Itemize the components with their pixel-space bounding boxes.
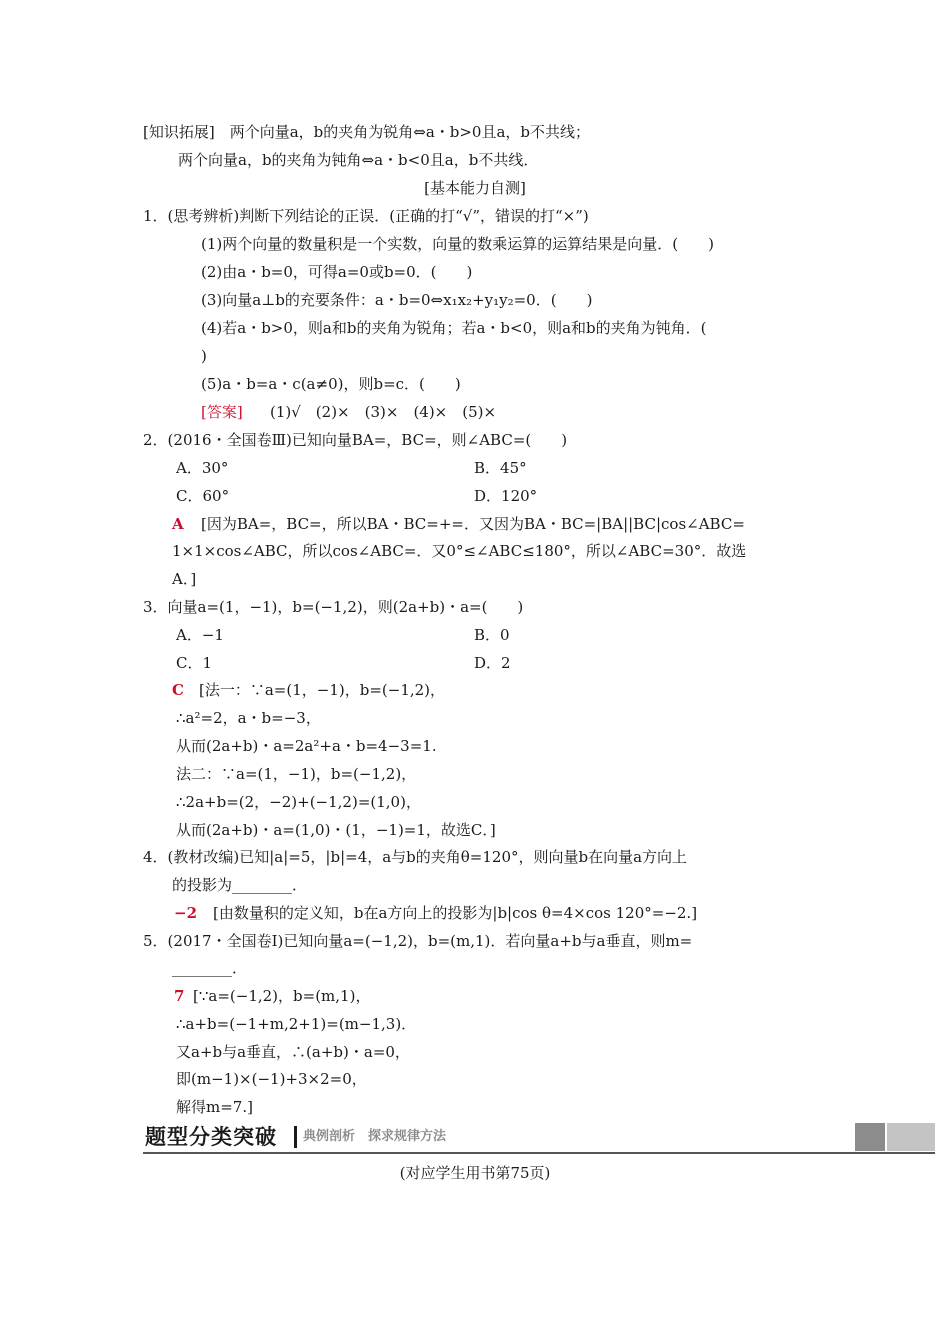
q3-solution-6: 从而(2a+b)・a=(1,0)・(1，−1)=1，故选C．] <box>176 821 496 839</box>
q4-stem-1: 4．(教材改编)已知|a|=5，|b|=4，a与b的夹角θ=120°，则向量b在向量a方向上 <box>143 848 688 866</box>
q4-stem-2: 的投影为________． <box>172 876 308 894</box>
banner-block-light <box>887 1123 935 1151</box>
page-reference: (对应学生用书第75页) <box>399 1164 551 1182</box>
q3-option-d: D．2 <box>474 654 511 672</box>
q5-solution-4: 即(m−1)×(−1)+3×2=0， <box>176 1070 367 1088</box>
tip-line-2: 两个向量a，b的夹角为钝角⇔a・b<0且a，b不共线． <box>178 151 539 169</box>
q3-option-b: B．0 <box>474 626 510 644</box>
q2-option-a: A．30° <box>176 459 229 477</box>
q2-solution-3: A．] <box>172 570 197 588</box>
q3-solution-2: ∴a²=2，a・b=−3， <box>176 709 321 727</box>
q1-answer: (1)√ (2)× (3)× (4)× (5)× <box>270 403 497 421</box>
q5-stem-1: 5．(2017・全国卷Ⅰ)已知向量a=(−1,2)，b=(m,1)．若向量a+b与a垂直，则m= <box>143 932 693 950</box>
q3-solution-1: [法一：∵a=(1，−1)，b=(−1,2)， <box>199 681 446 699</box>
q2-solution-2: 1×1×cos∠ABC，所以cos∠ABC=．又0°≤∠ABC≤180°，所以∠ABC=30°．故选 <box>172 542 747 560</box>
tip-line-1: [知识拓展] 两个向量a，b的夹角为锐角⇔a・b>0且a，b不共线； <box>143 123 591 141</box>
q1-answer-tag: [答案] <box>201 403 243 421</box>
q3-solution-5: ∴2a+b=(2，−2)+(−1,2)=(1,0)， <box>176 793 421 811</box>
q2-option-d: D．120° <box>474 487 538 505</box>
q1-item-4: (4)若a・b>0，则a和b的夹角为锐角；若a・b<0，则a和b的夹角为钝角．( <box>201 319 707 337</box>
q2-option-c: C．60° <box>176 487 230 505</box>
q1-item-5: (5)a・b=a・c(a≠0)，则b=c．( ) <box>201 375 461 393</box>
q4-answer-value: −2 <box>174 904 198 922</box>
section-heading: [基本能力自测] <box>424 179 526 197</box>
q3-answer-letter: C <box>172 681 184 699</box>
q4-solution: [由数量积的定义知，b在a方向上的投影为|b|cos θ=4×cos 120°=−2.] <box>213 904 698 922</box>
q1-item-1: (1)两个向量的数量积是一个实数，向量的数乘运算的运算结果是向量．( ) <box>201 235 714 253</box>
banner-subtitle: 典例剖析 探求规律方法 <box>303 1129 447 1144</box>
banner-title: 题型分类突破 <box>145 1125 277 1149</box>
q5-solution-1: [∵a=(−1,2)，b=(m,1)， <box>193 987 371 1005</box>
banner-block-dark <box>855 1123 885 1151</box>
q3-option-a: A．−1 <box>176 626 224 644</box>
q2-solution-1: [因为BA=，BC=，所以BA・BC=+=．又因为BA・BC=|BA||BC|cos∠ABC= <box>201 515 745 533</box>
q5-stem-2: ________． <box>172 959 248 977</box>
q1-item-4-cont: ) <box>201 347 207 365</box>
q3-solution-4: 法二：∵a=(1，−1)，b=(−1,2)， <box>176 765 417 783</box>
q3-solution-3: 从而(2a+b)・a=2a²+a・b=4−3=1. <box>176 737 437 755</box>
q5-solution-5: 解得m=7.] <box>176 1098 253 1116</box>
q5-solution-3: 又a+b与a垂直，∴(a+b)・a=0， <box>176 1043 410 1061</box>
q2-answer-letter: A <box>172 515 184 533</box>
q1-item-3: (3)向量a⊥b的充要条件：a・b=0⇔x₁x₂+y₁y₂=0．( ) <box>201 291 593 309</box>
q2-stem: 2．(2016・全国卷Ⅲ)已知向量BA=，BC=，则∠ABC=( ) <box>143 431 568 449</box>
q3-stem: 3．向量a=(1，−1)，b=(−1,2)，则(2a+b)・a=( ) <box>143 598 524 616</box>
section-banner <box>143 1123 935 1153</box>
banner-divider <box>294 1126 297 1148</box>
banner-rule <box>143 1152 935 1154</box>
q1-stem: 1．(思考辨析)判断下列结论的正误．(正确的打“√”，错误的打“×”) <box>143 207 589 225</box>
q1-item-2: (2)由a・b=0，可得a=0或b=0．( ) <box>201 263 473 281</box>
q3-option-c: C．1 <box>176 654 213 672</box>
q5-answer-value: 7 <box>174 987 185 1005</box>
q5-solution-2: ∴a+b=(−1+m,2+1)=(m−1,3)． <box>176 1015 417 1033</box>
q2-option-b: B．45° <box>474 459 527 477</box>
